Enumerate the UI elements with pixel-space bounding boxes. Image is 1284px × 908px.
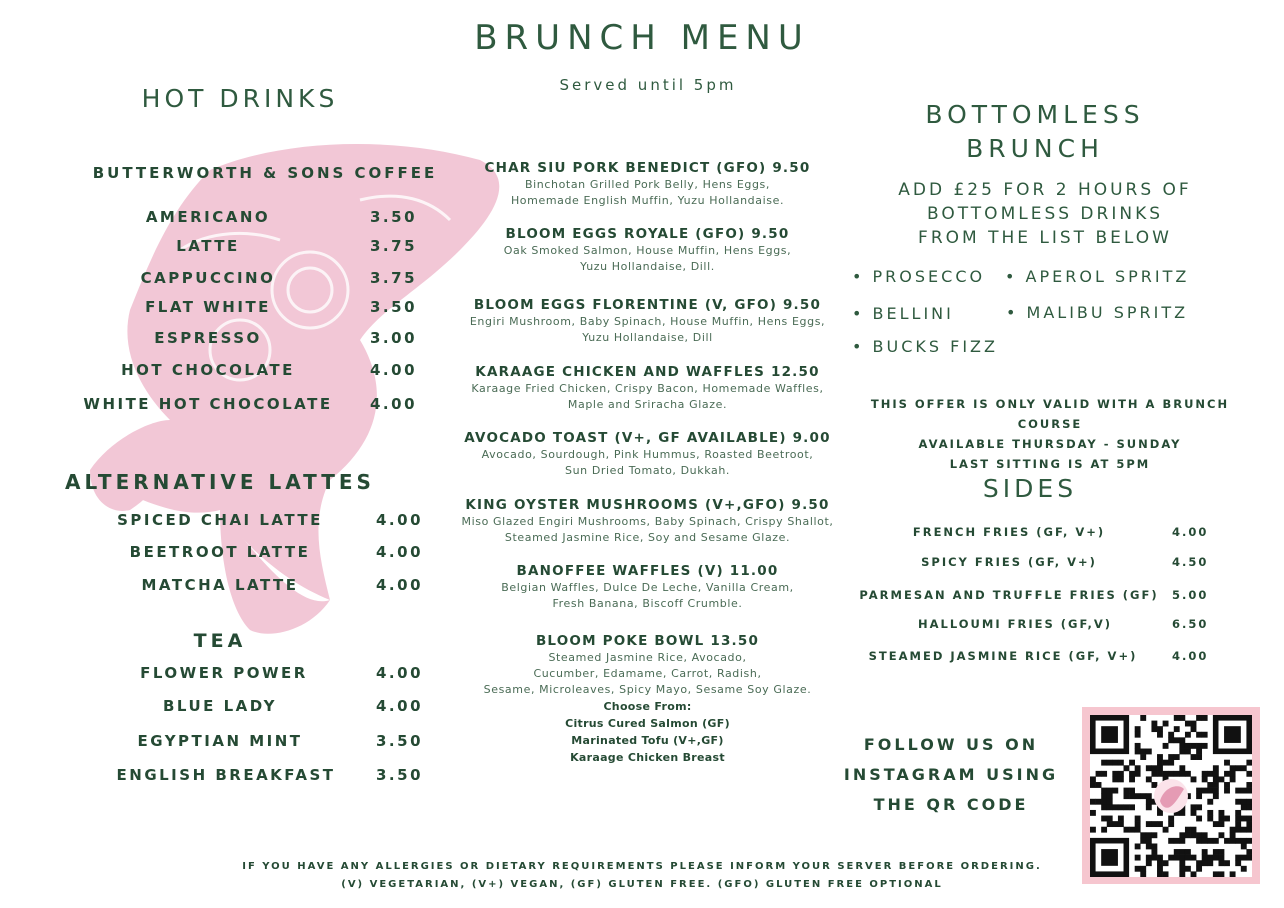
dish-item — [440, 225, 855, 275]
item-price: 3.75 — [370, 269, 418, 287]
poke-option: Marinated Tofu (V+,GF) — [571, 734, 724, 747]
drink-label: MALIBU SPRITZ — [1026, 303, 1189, 322]
allergy-note: IF YOU HAVE ANY ALLERGIES OR DIETARY REQUIREMENTS PLEASE INFORM YOUR SERVER BEFORE ORDERING. — [242, 861, 1042, 872]
dish-description: Karaage Fried Chicken, Crispy Bacon, Homemade Waffles, — [471, 382, 824, 395]
dish-item — [440, 496, 855, 546]
item-price: 5.00 — [1172, 588, 1209, 602]
item-name: HOT CHOCOLATE — [121, 361, 295, 379]
bottomless-drink — [852, 267, 985, 286]
item-name: SPICED CHAI LATTE — [117, 511, 323, 529]
bullet-icon: • — [1005, 267, 1018, 286]
item-price: 4.00 — [376, 576, 424, 594]
item-price: 3.50 — [370, 208, 418, 226]
bottomless-heading — [840, 98, 1230, 166]
dish-title: CHAR SIU PORK BENEDICT (GFO) 9.50 — [484, 160, 811, 176]
dish-description: Engiri Mushroom, Baby Spinach, House Muffin, Hens Eggs, — [469, 315, 826, 328]
poke-option: Citrus Cured Salmon (GF) — [565, 717, 730, 730]
dish-description: Fresh Banana, Biscoff Crumble. — [552, 597, 743, 610]
dish-description: Steamed Jasmine Rice, Avocado, — [548, 651, 747, 664]
qr-code-icon — [1090, 715, 1252, 877]
dish-title: BLOOM EGGS ROYALE (GFO) 9.50 — [505, 226, 790, 242]
dish-item — [440, 159, 855, 209]
dish-description: Sesame, Microleaves, Spicy Mayo, Sesame Soy Glaze. — [483, 683, 812, 696]
qr-pattern — [1090, 715, 1252, 877]
dish-description: Sun Dried Tomato, Dukkah. — [565, 464, 730, 477]
dish-description: Binchotan Grilled Pork Belly, Hens Eggs, — [525, 178, 770, 191]
item-price: 3.50 — [370, 298, 418, 316]
item-name: BEETROOT LATTE — [129, 543, 311, 561]
item-price: 4.00 — [376, 697, 424, 715]
bullet-icon: • — [852, 337, 865, 356]
bottomless-sub-line: FROM THE LIST BELOW — [918, 228, 1172, 248]
follow-line: THE QR CODE — [873, 795, 1029, 814]
dish-title: BLOOM EGGS FLORENTINE (V, GFO) 9.50 — [473, 297, 822, 313]
bottomless-sub-line: ADD £25 FOR 2 HOURS OF — [898, 180, 1192, 200]
bottomless-drink — [1006, 303, 1188, 322]
tea-heading: TEA — [193, 630, 247, 652]
drink-label: BUCKS FIZZ — [872, 337, 998, 356]
dish-title: KARAAGE CHICKEN AND WAFFLES 12.50 — [475, 364, 820, 380]
item-price: 4.00 — [376, 664, 424, 682]
dish-item — [440, 562, 855, 612]
page-title: BRUNCH MENU — [474, 18, 810, 58]
follow-line: INSTAGRAM USING — [843, 765, 1059, 784]
bottomless-heading-line: BRUNCH — [966, 134, 1104, 163]
item-price: 4.00 — [370, 361, 418, 379]
dish-title: AVOCADO TOAST (V+, GF AVAILABLE) 9.00 — [464, 430, 831, 446]
coffee-heading: BUTTERWORTH & SONS COFFEE — [92, 164, 438, 182]
dish-description: Homemade English Muffin, Yuzu Hollandaise. — [510, 194, 785, 207]
drink-label: BELLINI — [872, 304, 954, 323]
item-price: 6.50 — [1172, 617, 1209, 631]
dish-description: Maple and Sriracha Glaze. — [567, 398, 728, 411]
item-price: 4.00 — [1172, 525, 1209, 539]
item-name: HALLOUMI FRIES (GF,V) — [918, 617, 1112, 631]
item-name: STEAMED JASMINE RICE (GF, V+) — [868, 649, 1138, 663]
item-name: ESPRESSO — [154, 329, 262, 347]
item-name: SPICY FRIES (GF, V+) — [921, 555, 1097, 569]
item-name: BLUE LADY — [163, 697, 277, 715]
offer-line: AVAILABLE THURSDAY - SUNDAY — [918, 437, 1182, 451]
item-price: 4.00 — [1172, 649, 1209, 663]
item-price: 4.00 — [376, 543, 424, 561]
bullet-icon: • — [1006, 303, 1019, 322]
dish-description: Yuzu Hollandaise, Dill — [582, 331, 713, 344]
dish-description: Avocado, Sourdough, Pink Hummus, Roasted Beetroot, — [481, 448, 814, 461]
bullet-icon: • — [852, 267, 865, 286]
bullet-icon: • — [852, 304, 865, 323]
dish-description: Belgian Waffles, Dulce De Leche, Vanilla Cream, — [501, 581, 794, 594]
poke-option: Karaage Chicken Breast — [570, 751, 725, 764]
dish-description: Miso Glazed Engiri Mushrooms, Baby Spinach, Crispy Shallot, — [461, 515, 834, 528]
item-name: MATCHA LATTE — [141, 576, 299, 594]
poke-bowl-item — [440, 632, 855, 766]
choose-from-label: Choose From: — [603, 700, 692, 713]
page-subtitle: Served until 5pm — [559, 76, 737, 94]
bottomless-drink — [1005, 267, 1189, 286]
item-name: PARMESAN AND TRUFFLE FRIES (GF) — [859, 588, 1159, 602]
dish-item — [440, 429, 855, 479]
item-name: WHITE HOT CHOCOLATE — [83, 395, 333, 413]
item-name: FLOWER POWER — [140, 664, 308, 682]
follow-line: FOLLOW US ON — [863, 735, 1039, 754]
dish-description: Cucumber, Edamame, Carrot, Radish, — [533, 667, 762, 680]
alternative-lattes-heading: ALTERNATIVE LATTES — [65, 470, 375, 494]
dish-title: KING OYSTER MUSHROOMS (V+,GFO) 9.50 — [465, 497, 830, 513]
dish-description: Oak Smoked Salmon, House Muffin, Hens Eggs, — [503, 244, 792, 257]
bottomless-heading-line: BOTTOMLESS — [925, 100, 1145, 129]
footer-notes — [0, 858, 1284, 894]
item-price: 3.00 — [370, 329, 418, 347]
dish-description: Steamed Jasmine Rice, Soy and Sesame Glaze. — [504, 531, 791, 544]
bottomless-drink — [852, 337, 998, 356]
dish-title: BLOOM POKE BOWL 13.50 — [535, 633, 760, 649]
item-name: ENGLISH BREAKFAST — [116, 766, 336, 784]
item-price: 4.00 — [370, 395, 418, 413]
follow-us-text — [838, 730, 1064, 820]
drink-label: PROSECCO — [872, 267, 986, 286]
dish-description: Yuzu Hollandaise, Dill. — [580, 260, 715, 273]
bottomless-subheading — [840, 178, 1250, 250]
item-name: FRENCH FRIES (GF, V+) — [912, 525, 1106, 539]
item-name: LATTE — [176, 237, 240, 255]
dish-item — [440, 363, 855, 413]
item-price: 3.50 — [376, 732, 424, 750]
drink-label: APEROL SPRITZ — [1025, 267, 1190, 286]
item-name: AMERICANO — [145, 208, 271, 226]
dish-title: BANOFFEE WAFFLES (V) 11.00 — [516, 563, 779, 579]
item-name: EGYPTIAN MINT — [137, 732, 303, 750]
sides-heading: SIDES — [982, 474, 1078, 503]
dish-item — [440, 296, 855, 346]
dietary-key: (V) VEGETARIAN, (V+) VEGAN, (GF) GLUTEN FREE. (GFO) GLUTEN FREE OPTIONAL — [341, 879, 943, 890]
item-name: FLAT WHITE — [145, 298, 271, 316]
offer-note — [840, 394, 1260, 474]
item-price: 3.50 — [376, 766, 424, 784]
bottomless-sub-line: BOTTOMLESS DRINKS — [926, 204, 1164, 224]
offer-line: THIS OFFER IS ONLY VALID WITH A BRUNCH COURSE — [870, 397, 1230, 431]
bottomless-drink — [852, 304, 954, 323]
item-name: CAPPUCCINO — [140, 269, 276, 287]
offer-line: LAST SITTING IS AT 5PM — [949, 457, 1151, 471]
item-price: 3.75 — [370, 237, 418, 255]
item-price: 4.50 — [1172, 555, 1209, 569]
item-price: 4.00 — [376, 511, 424, 529]
hot-drinks-heading: HOT DRINKS — [141, 84, 339, 113]
